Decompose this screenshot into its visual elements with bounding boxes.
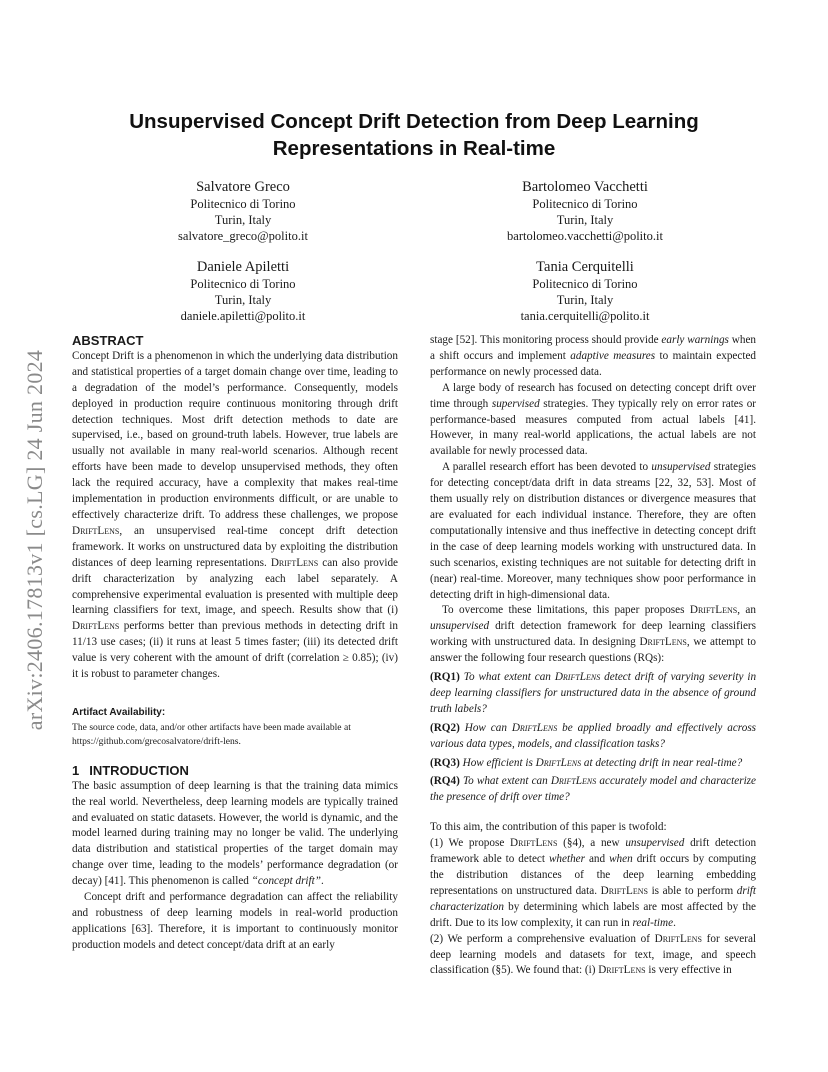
author-email: bartolomeo.vacchetti@polito.it [507, 229, 663, 243]
author-affiliation: Politecnico di Torino [532, 197, 638, 211]
left-column [72, 333, 398, 954]
author-affiliation: Politecnico di Torino [532, 277, 638, 291]
right-paragraph-4: To overcome these limitations, this paper proposes DriftLens, an unsupervised drift detection framework for deep learning classifiers working with unstructured data. In designing DriftLens, we attempt to answer the following four research questions (RQs): [430, 604, 756, 665]
author-3 [72, 258, 414, 324]
author-affiliation: Politecnico di Torino [190, 197, 296, 211]
abstract-text: Concept Drift is a phenomenon in which the underlying data distribution and statistical properties of a target domain change over time, leading to a degradation of the model’s performance. Consequently, models deployed in production require continuous monitoring through drift detection techniques. Most drift detection methods to date are supervised, i.e., based on ground-truth labels. However, true labels are usually not available in many real-world scenarios. Although recent efforts have been made to develop unsupervised methods, they often lack the required accuracy, have a complexity that makes real-time implementation in production environments difficult, or are unable to effectively characterize drift. To address these challenges, we propose DriftLens, an unsupervised real-time concept drift detection framework. It works on unstructured data by exploiting the distribution distances of deep learning representations. DriftLens can also provide drift characterization by analyzing each label separately. A comprehensive experimental evaluation is presented with multiple deep learning classifiers for text, image, and speech. Results show that (i) DriftLens performs better than previous methods in detecting drift in 11/13 use cases; (ii) it runs at least 5 times faster; (iii) its detected drift value is very coherent with the amount of drift (correlation ≥ 0.85); (iv) it is robust to parameter changes. [72, 349, 399, 681]
arxiv-stamp [5, 290, 65, 790]
contribution-1: (1) We propose DriftLens (§4), a new unsupervised drift detection framework able to detect whether and when drift occurs by computing the distribution distances of the deep learning embedding representations on unstructured data. DriftLens is able to perform drift characterization by determining which labels are most affected by the drift. Due to its low complexity, it can run in real-time. [430, 837, 757, 929]
research-question-3: (RQ3) How efficient is DriftLens at detecting drift in near real-time? [430, 756, 743, 769]
paper-title: Unsupervised Concept Drift Detection from Deep Learning Representations in Real-time [129, 110, 699, 160]
right-column [430, 333, 756, 979]
author-2 [414, 178, 756, 244]
author-1 [72, 178, 414, 244]
author-name: Salvatore Greco [196, 179, 290, 195]
abstract-heading: ABSTRACT [72, 333, 144, 348]
research-question-2: (RQ2) How can DriftLens be applied broadly and effectively across various data types, models, and classification tasks? [430, 721, 757, 750]
introduction-heading: 1 INTRODUCTION [72, 762, 189, 778]
contribution-intro: To this aim, the contribution of this paper is twofold: [430, 821, 667, 834]
author-email: salvatore_greco@polito.it [178, 229, 308, 243]
author-name: Tania Cerquitelli [536, 259, 634, 275]
research-question-4: (RQ4) To what extent can DriftLens accurately model and characterize the presence of drift over time? [430, 775, 757, 804]
right-paragraph-1: stage [52]. This monitoring process should provide early warnings when a shift occurs and implement adaptive measures to maintain expected performance on newly processed data. [430, 334, 757, 378]
author-4 [414, 258, 756, 324]
artifact-text: The source code, data, and/or other artifacts have been made available at https://github.com/grecosalvatore/drift-lens. [72, 721, 351, 747]
right-paragraph-2: A large body of research has focused on detecting concept drift over time through supervised strategies. They typically rely on error rates or performance-based measures computed from actual labels [41]. However, in many real-world applications, the actual labels are not available for newly processed data. [430, 381, 757, 458]
author-location: Turin, Italy [214, 213, 272, 227]
author-location: Turin, Italy [556, 213, 614, 227]
right-paragraph-3: A parallel research effort has been devoted to unsupervised strategies for detecting concept/data drift in data streams [22, 32, 53]. Most of them usually rely on distribution distances or divergence measures that are evaluated for each individual instance. Therefore, they are often computationally intensive and thus ineffective in detecting concept drift in the case of deep learning models working with unstructured data. In such scenarios, existing techniques are not suitable for detecting drift in (near) real-time. Moreover, many techniques show poor performance in detecting drift in high-dimensional data. [430, 461, 756, 601]
author-location: Turin, Italy [214, 293, 272, 307]
author-email: tania.cerquitelli@polito.it [520, 309, 650, 323]
author-name: Daniele Apiletti [196, 259, 290, 275]
artifact-heading: Artifact Availability: [72, 706, 166, 718]
author-affiliation: Politecnico di Torino [190, 277, 296, 291]
contribution-2: (2) We perform a comprehensive evaluation of DriftLens for several deep learning models and datasets for text, image, and speech classification (§5). We found that: (i) DriftLens is very effective in [430, 932, 757, 977]
research-question-1: (RQ1) To what extent can DriftLens detect drift of varying severity in deep learning classifiers for unstructured data in the absence of ground truth labels? [430, 671, 757, 715]
intro-paragraph-1: The basic assumption of deep learning is that the training data mimics the real world. Nevertheless, deep learning models are typically trained and evaluated on static datasets. However, the world is dynamic, and the model learned during training may no longer be valid. The underlying data distribution and statistical properties of the target domain may change over time, leading to the models’ performance degradation (or decay) [41]. This phenomenon is called “concept drift”. [72, 779, 398, 888]
intro-paragraph-2: Concept drift and performance degradation can affect the reliability and robustness of deep learning models in real-world production applications [63]. Therefore, it is important to continuously monitor production models and detect concept/data drift at an early [72, 891, 398, 951]
author-email: daniele.apiletti@polito.it [180, 309, 306, 323]
arxiv-stamp-text: arXiv:2406.17813v1 [cs.LG] 24 Jun 2024 [22, 349, 48, 731]
author-location: Turin, Italy [556, 293, 614, 307]
author-name: Bartolomeo Vacchetti [522, 179, 648, 195]
